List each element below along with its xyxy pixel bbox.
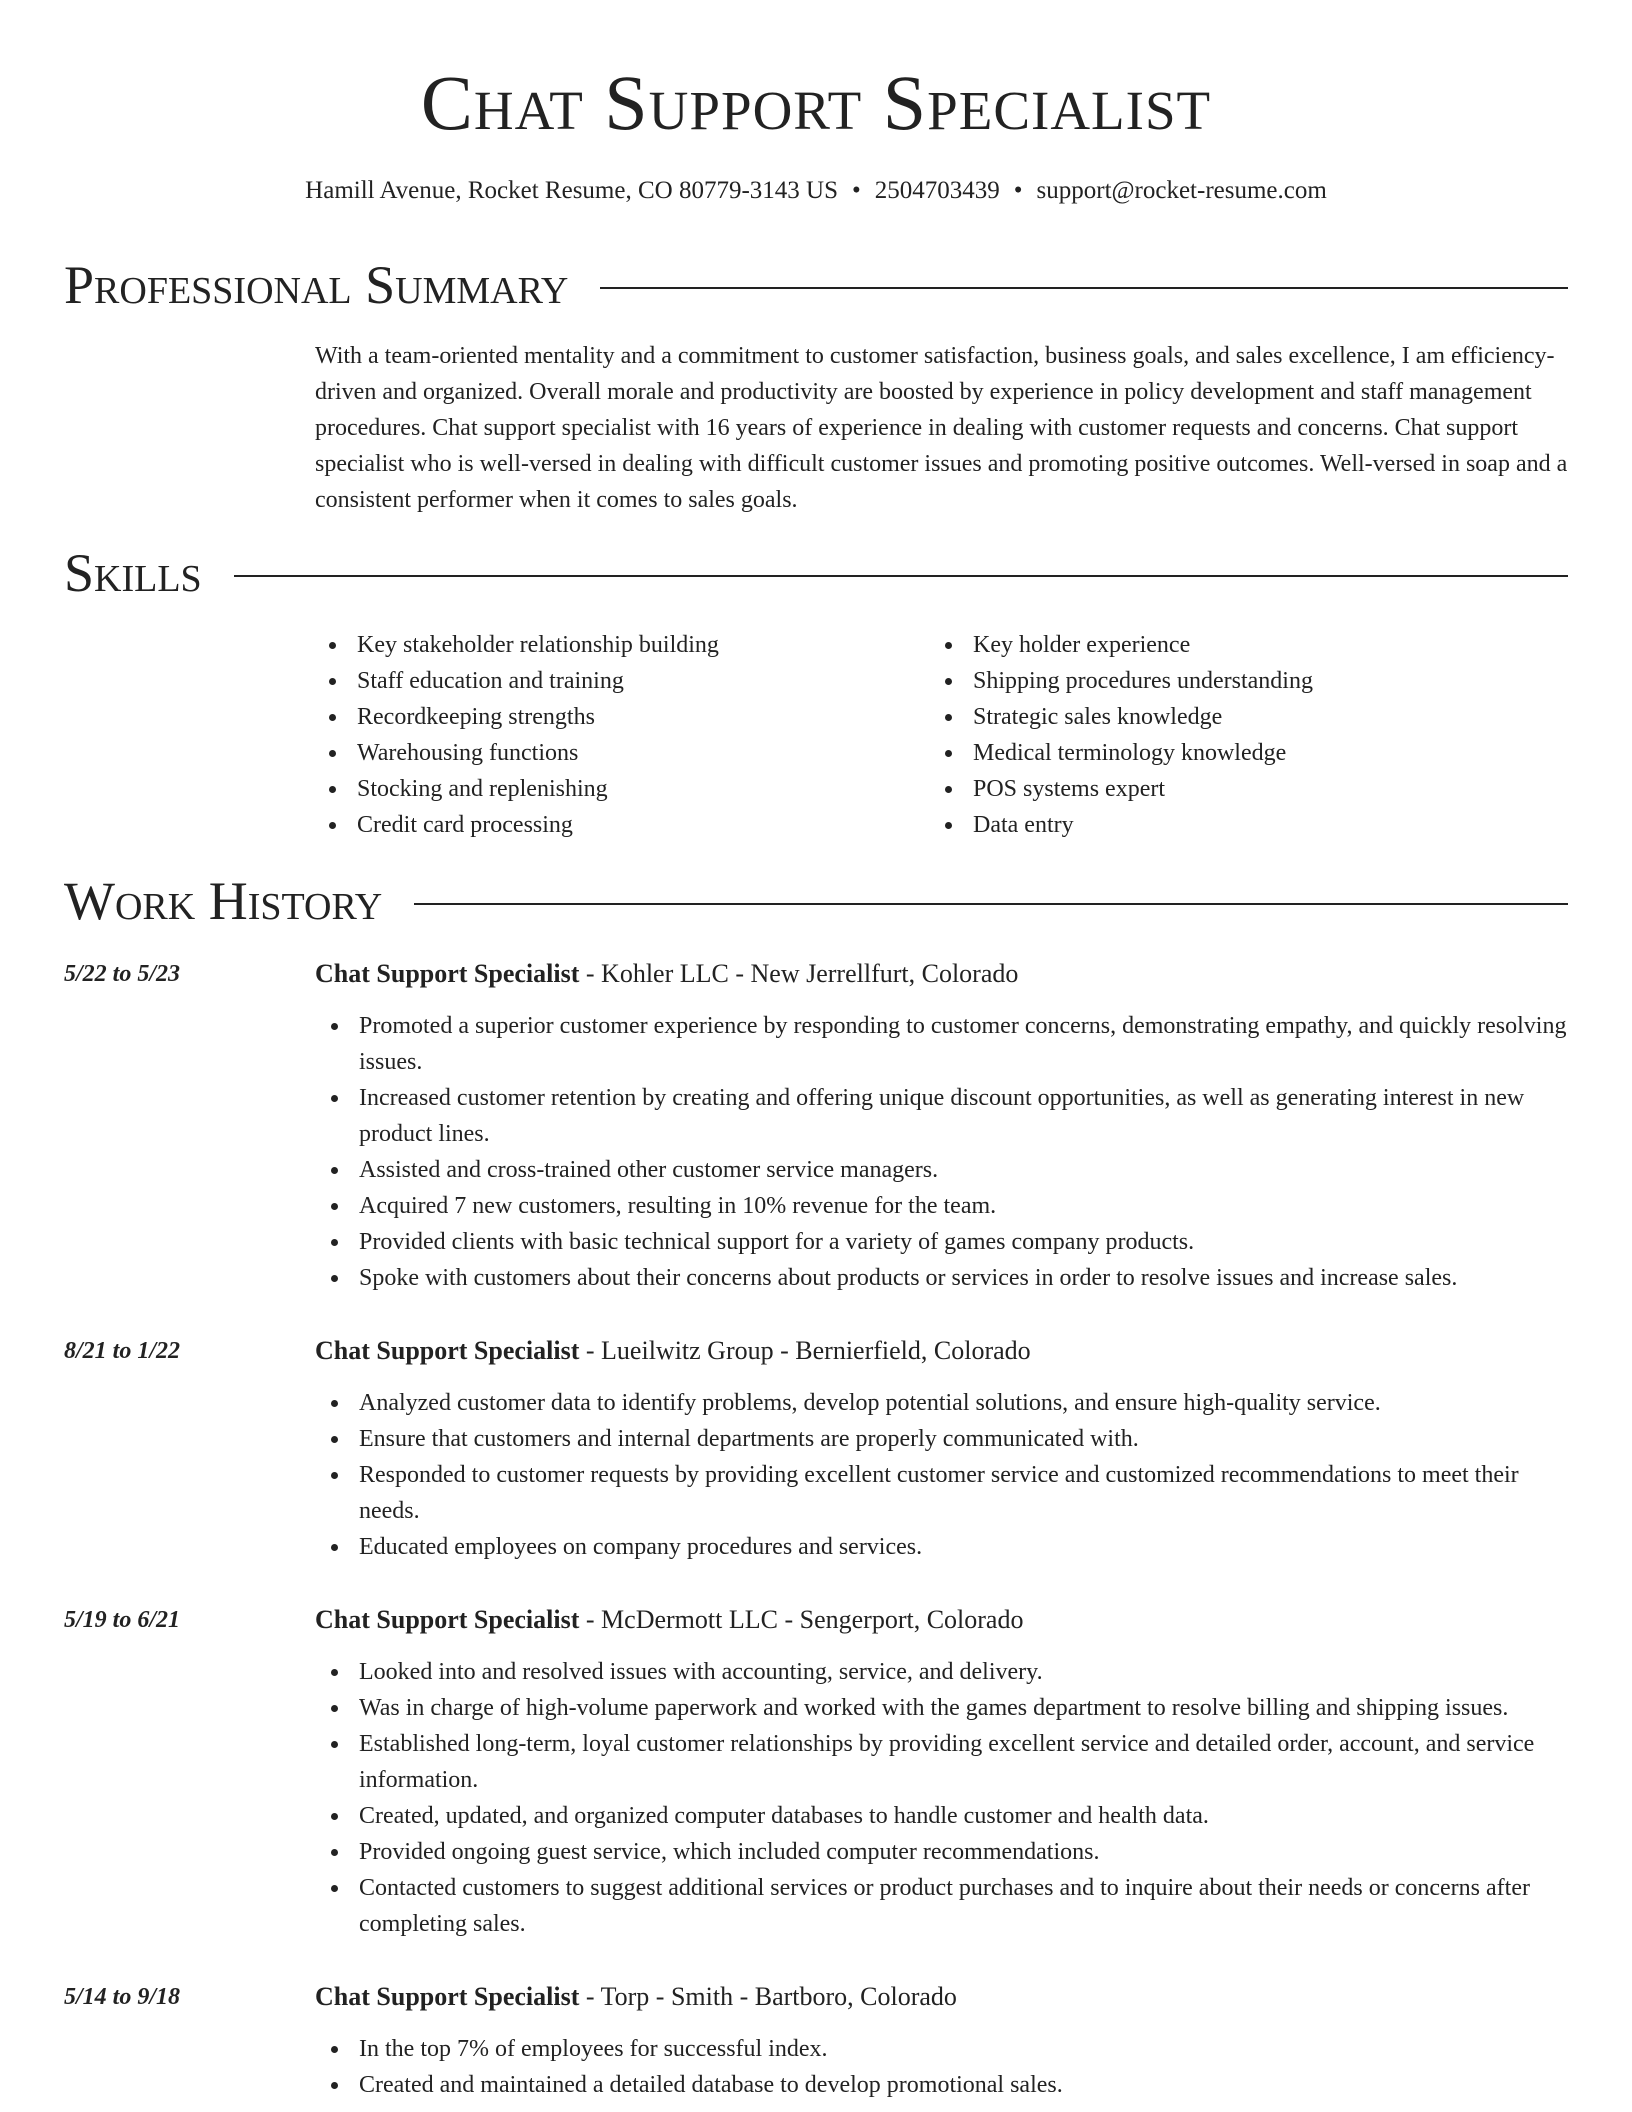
contact-address: Hamill Avenue, Rocket Resume, CO 80779-3143 US [305, 177, 838, 204]
job-heading [315, 1333, 1031, 1369]
contact-email: support@rocket-resume.com [1036, 177, 1327, 204]
contact-separator: • [851, 177, 861, 204]
contact-phone: 2504703439 [874, 177, 1000, 204]
job-dates: 5/19 to 6/21 [64, 1607, 181, 1633]
section-divider [414, 903, 1568, 905]
section-divider [234, 575, 1568, 577]
duty-item: Established long-term, loyal customer relationships by providing excellent service and detailed order, account, and service information. [315, 1726, 1570, 1798]
duty-item: Provided ongoing guest service, which included computer recommendations. [315, 1834, 1570, 1870]
duty-item: Increased customer retention by creating and offering unique discount opportunities, as well as generating interest in new product lines. [315, 1080, 1570, 1152]
summary-text: With a team-oriented mentality and a commitment to customer satisfaction, business goals, and sales excellence, I am efficiency-driven and organized. Overall morale and productivity are boosted by experience in policy development and staff management procedures. Chat support specialist with 16 years of experience in dealing with customer requests and concerns. Chat support specialist who is well-versed in dealing with difficult customer issues and promoting positive outcomes. Well-versed in soap and a consistent performer when it comes to sales goals. [315, 343, 1568, 513]
job-title: Chat Support Specialist [315, 1605, 580, 1634]
skill-item: Key holder experience [929, 627, 1569, 663]
duty-item: Spoke with customers about their concerns about products or services in order to resolve issues and increase sales. [315, 1260, 1570, 1296]
job-company-location: - McDermott LLC - Sengerport, Colorado [579, 1605, 1024, 1634]
duty-item: Contacted customers to suggest additional services or product purchases and to inquire about their needs or concerns after completing sales. [315, 1870, 1570, 1942]
job-dates: 8/21 to 1/22 [64, 1338, 181, 1364]
skills-section-header [64, 538, 1568, 608]
duty-item: Assisted and cross-trained other customer service managers. [315, 1152, 1570, 1188]
duty-item: Responded to customer requests by providing excellent customer service and customized recommendations to meet their needs. [315, 1457, 1570, 1529]
job-duties [315, 1385, 1570, 1565]
skill-item: Medical terminology knowledge [929, 735, 1569, 771]
job-company-location: - Torp - Smith - Bartboro, Colorado [579, 1982, 957, 2011]
job-duties [315, 1008, 1570, 1296]
skill-item: Strategic sales knowledge [929, 699, 1569, 735]
summary-heading: Professional Summary [64, 255, 569, 315]
skills-list-left [313, 627, 913, 843]
duty-item: Created, updated, and organized computer databases to handle customer and health data. [315, 1798, 1570, 1834]
skills-list-right [929, 627, 1569, 843]
work-heading: Work History [64, 871, 383, 931]
contact-line [0, 175, 1632, 207]
skills-heading: Skills [64, 543, 202, 603]
job-title: Chat Support Specialist [315, 1982, 580, 2011]
duty-item: Created and maintained a detailed database to develop promotional sales. [315, 2067, 1570, 2103]
summary-section-header [64, 250, 1568, 320]
skill-item: Data entry [929, 807, 1569, 843]
job-dates: 5/22 to 5/23 [64, 961, 181, 987]
duty-item: Ensure that customers and internal departments are properly communicated with. [315, 1421, 1570, 1457]
skill-item: Key stakeholder relationship building [313, 627, 913, 663]
skill-item: Shipping procedures understanding [929, 663, 1569, 699]
contact-separator: • [1013, 177, 1023, 204]
duty-item: Looked into and resolved issues with accounting, service, and delivery. [315, 1654, 1570, 1690]
duty-item: Educated employees on company procedures and services. [315, 1529, 1570, 1565]
job-title: Chat Support Specialist [315, 1336, 580, 1365]
skill-item: Staff education and training [313, 663, 913, 699]
duty-item: Provided clients with basic technical support for a variety of games company products. [315, 1224, 1570, 1260]
duty-item: Was in charge of high-volume paperwork and worked with the games department to resolve billing and shipping issues. [315, 1690, 1570, 1726]
job-heading [315, 1602, 1023, 1638]
skill-item: Stocking and replenishing [313, 771, 913, 807]
job-company-location: - Kohler LLC - New Jerrellfurt, Colorado [579, 959, 1019, 988]
duty-item: Promoted a superior customer experience by responding to customer concerns, demonstrating empathy, and quickly resolving issues. [315, 1008, 1570, 1080]
work-section-header [64, 866, 1568, 936]
duty-item: In the top 7% of employees for successful index. [315, 2031, 1570, 2067]
job-dates: 5/14 to 9/18 [64, 1984, 181, 2010]
duty-item: Analyzed customer data to identify problems, develop potential solutions, and ensure high-quality service. [315, 1385, 1570, 1421]
job-duties [315, 1654, 1570, 1942]
duty-item: Acquired 7 new customers, resulting in 10% revenue for the team. [315, 1188, 1570, 1224]
section-divider [600, 287, 1568, 289]
job-company-location: - Lueilwitz Group - Bernierfield, Colorado [579, 1336, 1031, 1365]
skill-item: POS systems expert [929, 771, 1569, 807]
job-title: Chat Support Specialist [315, 959, 580, 988]
resume-title: Chat Support Specialist [420, 59, 1212, 146]
skill-item: Credit card processing [313, 807, 913, 843]
job-duties [315, 2031, 1570, 2103]
skill-item: Recordkeeping strengths [313, 699, 913, 735]
job-heading [315, 1979, 957, 2015]
job-heading [315, 956, 1018, 992]
skill-item: Warehousing functions [313, 735, 913, 771]
